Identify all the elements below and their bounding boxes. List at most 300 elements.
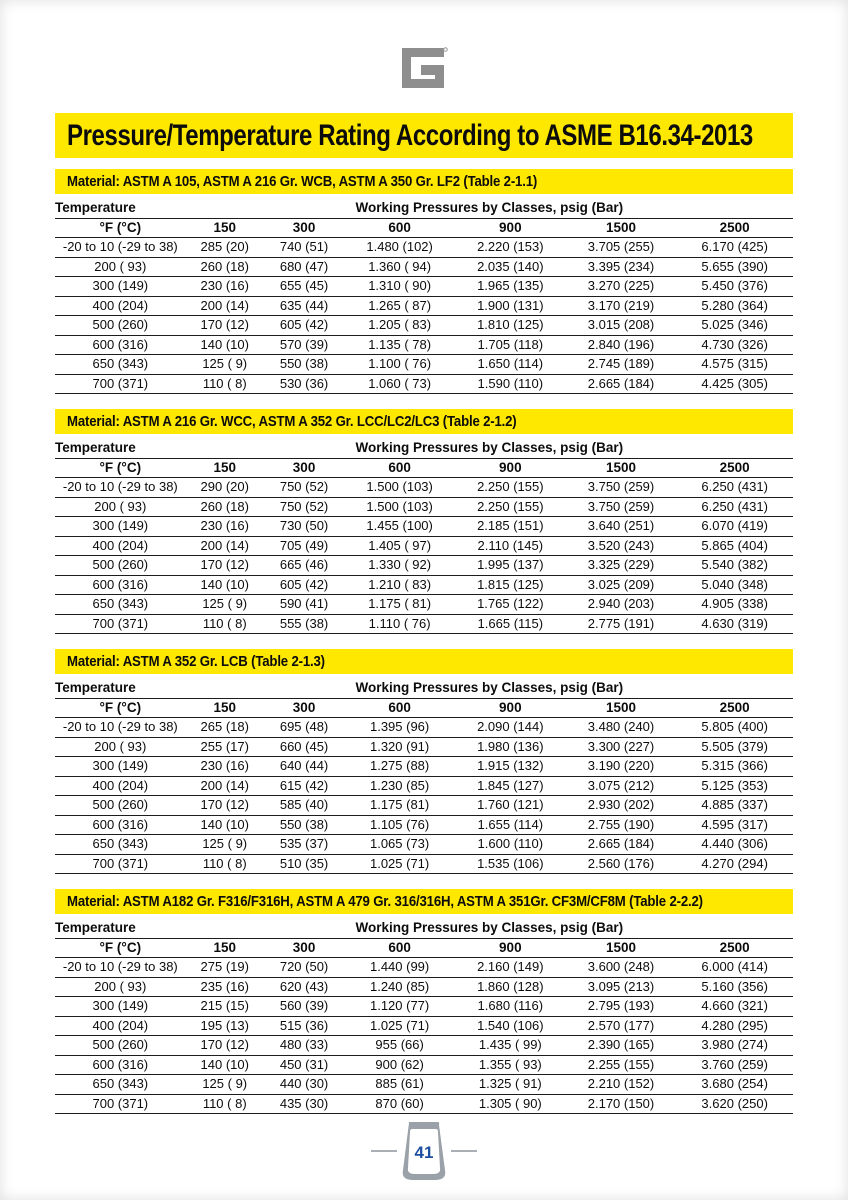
temperature-cell: 650 (343) — [55, 835, 186, 855]
pressure-cell: 3.270 (225) — [566, 277, 677, 297]
temperature-cell: 650 (343) — [55, 595, 186, 615]
class-header-600: 600 — [344, 938, 455, 958]
pressure-cell: 3.600 (248) — [566, 958, 677, 978]
pressure-cell: 620 (43) — [264, 977, 344, 997]
table-group-header-row — [55, 439, 793, 458]
pressure-cell: 3.325 (229) — [566, 556, 677, 576]
table-row — [55, 718, 793, 738]
temperature-cell: 200 ( 93) — [55, 257, 186, 277]
pressure-cell: 4.425 (305) — [676, 374, 793, 394]
pressure-cell: 2.255 (155) — [566, 1055, 677, 1075]
pressure-cell: 200 (14) — [186, 776, 264, 796]
pressure-cell: 2.185 (151) — [455, 517, 566, 537]
class-header-300: 300 — [264, 218, 344, 238]
pressure-cell: 640 (44) — [264, 757, 344, 777]
pressure-cell: 1.845 (127) — [455, 776, 566, 796]
pressure-cell: 1.100 ( 76) — [344, 355, 455, 375]
pressure-cell: 1.760 (121) — [455, 796, 566, 816]
pressure-temperature-table — [55, 679, 793, 874]
temperature-cell: 650 (343) — [55, 1075, 186, 1095]
pressure-cell: 585 (40) — [264, 796, 344, 816]
pressure-cell: 615 (42) — [264, 776, 344, 796]
class-header-1500: 1500 — [566, 218, 677, 238]
page-content — [55, 0, 793, 1114]
class-header-150: 150 — [186, 218, 264, 238]
pressure-cell: 1.405 ( 97) — [344, 536, 455, 556]
temperature-cell: -20 to 10 (-29 to 38) — [55, 958, 186, 978]
table-row — [55, 374, 793, 394]
material-banner-label: Material: ASTM A182 Gr. F316/F316H, ASTM A 479 Gr. 316/316H, ASTM A 351Gr. CF3M/CF8M (Table 2-2.2) — [67, 893, 703, 910]
pressure-cell: 2.110 (145) — [455, 536, 566, 556]
temperature-header: Temperature — [55, 439, 186, 458]
class-header-900: 900 — [455, 458, 566, 478]
pressure-cell: 260 (18) — [186, 257, 264, 277]
pressure-cell: 1.440 (99) — [344, 958, 455, 978]
pressure-cell: 3.300 (227) — [566, 737, 677, 757]
temp-unit-header: °F (°C) — [55, 218, 186, 238]
class-header-300: 300 — [264, 458, 344, 478]
table-row — [55, 796, 793, 816]
pressure-cell: 1.175 (81) — [344, 796, 455, 816]
pressure-cell: 1.535 (106) — [455, 854, 566, 874]
pressure-cell: 1.915 (132) — [455, 757, 566, 777]
pressure-cell: 590 (41) — [264, 595, 344, 615]
pressure-cell: 1.680 (116) — [455, 997, 566, 1017]
page-number: 41 — [414, 1143, 434, 1162]
pressure-cell: 1.500 (103) — [344, 478, 455, 498]
pressure-cell: 110 ( 8) — [186, 374, 264, 394]
pressure-cell: 1.175 ( 81) — [344, 595, 455, 615]
class-header-900: 900 — [455, 698, 566, 718]
temperature-cell: 300 (149) — [55, 517, 186, 537]
pressure-cell: 1.265 ( 87) — [344, 296, 455, 316]
class-header-300: 300 — [264, 938, 344, 958]
material-banner — [55, 169, 793, 194]
brand-logo-icon — [400, 45, 448, 96]
pressure-cell: 4.730 (326) — [676, 335, 793, 355]
table-row — [55, 835, 793, 855]
pressure-cell: 3.640 (251) — [566, 517, 677, 537]
pressure-cell: 3.750 (259) — [566, 497, 677, 517]
pressure-cell: 1.965 (135) — [455, 277, 566, 297]
pressure-cell: 655 (45) — [264, 277, 344, 297]
pressure-cell: 3.170 (219) — [566, 296, 677, 316]
pressure-cell: 560 (39) — [264, 997, 344, 1017]
material-banner-label: Material: ASTM A 105, ASTM A 216 Gr. WCB, ASTM A 350 Gr. LF2 (Table 2-1.1) — [67, 173, 538, 190]
pressure-cell: 635 (44) — [264, 296, 344, 316]
table-row — [55, 575, 793, 595]
pressure-cell: 3.025 (209) — [566, 575, 677, 595]
pressure-cell: 2.220 (153) — [455, 238, 566, 258]
pressure-cell: 4.660 (321) — [676, 997, 793, 1017]
table-row — [55, 556, 793, 576]
temperature-cell: 600 (316) — [55, 575, 186, 595]
pressure-cell: 3.395 (234) — [566, 257, 677, 277]
pressure-cell: 2.745 (189) — [566, 355, 677, 375]
pressure-cell: 1.480 (102) — [344, 238, 455, 258]
pressure-cell: 1.355 ( 93) — [455, 1055, 566, 1075]
pressure-cell: 1.860 (128) — [455, 977, 566, 997]
table-row — [55, 1094, 793, 1114]
pressure-cell: 1.655 (114) — [455, 815, 566, 835]
pressure-cell: 3.980 (274) — [676, 1036, 793, 1056]
pressure-cell: 125 ( 9) — [186, 595, 264, 615]
table-row — [55, 614, 793, 634]
page-title-banner — [55, 113, 793, 158]
pressure-cell: 1.765 (122) — [455, 595, 566, 615]
pressure-cell: 750 (52) — [264, 478, 344, 498]
working-pressures-header: Working Pressures by Classes, psig (Bar) — [186, 439, 793, 458]
temperature-cell: 400 (204) — [55, 1016, 186, 1036]
pressure-cell: 2.665 (184) — [566, 374, 677, 394]
pressure-cell: 555 (38) — [264, 614, 344, 634]
pressure-cell: 1.230 (85) — [344, 776, 455, 796]
class-header-600: 600 — [344, 218, 455, 238]
class-header-1500: 1500 — [566, 458, 677, 478]
temperature-cell: 200 ( 93) — [55, 497, 186, 517]
pressure-cell: 4.280 (295) — [676, 1016, 793, 1036]
pressure-cell: 6.000 (414) — [676, 958, 793, 978]
pressure-cell: 1.325 ( 91) — [455, 1075, 566, 1095]
pressure-cell: 195 (13) — [186, 1016, 264, 1036]
pressure-cell: 170 (12) — [186, 796, 264, 816]
material-banner — [55, 889, 793, 914]
logo-row — [55, 45, 793, 96]
pressure-cell: 480 (33) — [264, 1036, 344, 1056]
class-header-2500: 2500 — [676, 458, 793, 478]
working-pressures-header: Working Pressures by Classes, psig (Bar) — [186, 679, 793, 698]
pressure-cell: 605 (42) — [264, 316, 344, 336]
temperature-cell: -20 to 10 (-29 to 38) — [55, 478, 186, 498]
pressure-cell: 2.210 (152) — [566, 1075, 677, 1095]
pressure-cell: 125 ( 9) — [186, 1075, 264, 1095]
class-header-150: 150 — [186, 698, 264, 718]
table-row — [55, 595, 793, 615]
pressure-cell: 290 (20) — [186, 478, 264, 498]
material-section-4 — [55, 889, 793, 1114]
pressure-cell: 1.210 ( 83) — [344, 575, 455, 595]
pressure-cell: 4.905 (338) — [676, 595, 793, 615]
page-title: Pressure/Temperature Rating According to ASME B16.34-2013 — [67, 118, 753, 152]
pressure-cell: 4.595 (317) — [676, 815, 793, 835]
pressure-cell: 1.500 (103) — [344, 497, 455, 517]
pressure-cell: 530 (36) — [264, 374, 344, 394]
pressure-cell: 535 (37) — [264, 835, 344, 855]
pressure-cell: 1.275 (88) — [344, 757, 455, 777]
pressure-cell: 2.090 (144) — [455, 718, 566, 738]
pressure-cell: 1.065 (73) — [344, 835, 455, 855]
table-row — [55, 478, 793, 498]
temperature-cell: 300 (149) — [55, 757, 186, 777]
pressure-cell: 2.170 (150) — [566, 1094, 677, 1114]
table-row — [55, 1036, 793, 1056]
pressure-cell: 1.025 (71) — [344, 854, 455, 874]
pressure-cell: 125 ( 9) — [186, 835, 264, 855]
pressure-cell: 2.755 (190) — [566, 815, 677, 835]
pressure-cell: 3.760 (259) — [676, 1055, 793, 1075]
pressure-cell: 1.135 ( 78) — [344, 335, 455, 355]
pressure-cell: 275 (19) — [186, 958, 264, 978]
pressure-cell: 230 (16) — [186, 757, 264, 777]
class-header-1500: 1500 — [566, 938, 677, 958]
table-row — [55, 1016, 793, 1036]
pressure-cell: 2.160 (149) — [455, 958, 566, 978]
pressure-cell: 1.810 (125) — [455, 316, 566, 336]
table-row — [55, 958, 793, 978]
pressure-cell: 1.900 (131) — [455, 296, 566, 316]
pressure-cell: 2.930 (202) — [566, 796, 677, 816]
temperature-cell: 500 (260) — [55, 316, 186, 336]
pressure-cell: 1.590 (110) — [455, 374, 566, 394]
pressure-cell: 5.865 (404) — [676, 536, 793, 556]
pressure-cell: 510 (35) — [264, 854, 344, 874]
material-section-2 — [55, 409, 793, 634]
pressure-cell: 730 (50) — [264, 517, 344, 537]
pressure-cell: 2.775 (191) — [566, 614, 677, 634]
class-header-300: 300 — [264, 698, 344, 718]
pressure-cell: 1.310 ( 90) — [344, 277, 455, 297]
material-banner-label: Material: ASTM A 352 Gr. LCB (Table 2-1.3) — [67, 653, 325, 670]
pressure-cell: 5.540 (382) — [676, 556, 793, 576]
pressure-cell: 450 (31) — [264, 1055, 344, 1075]
table-group-header-row — [55, 679, 793, 698]
material-section-3 — [55, 649, 793, 874]
pressure-cell: 1.980 (136) — [455, 737, 566, 757]
table-group-header-row — [55, 199, 793, 218]
table-row — [55, 757, 793, 777]
pressure-cell: 3.190 (220) — [566, 757, 677, 777]
pressure-cell: 435 (30) — [264, 1094, 344, 1114]
pressure-cell: 5.655 (390) — [676, 257, 793, 277]
class-header-2500: 2500 — [676, 698, 793, 718]
pressure-cell: 1.455 (100) — [344, 517, 455, 537]
pressure-cell: 200 (14) — [186, 536, 264, 556]
temperature-header: Temperature — [55, 199, 186, 218]
pressure-cell: 3.750 (259) — [566, 478, 677, 498]
pressure-cell: 170 (12) — [186, 316, 264, 336]
pressure-cell: 2.250 (155) — [455, 478, 566, 498]
pressure-cell: 3.620 (250) — [676, 1094, 793, 1114]
class-header-900: 900 — [455, 218, 566, 238]
pressure-cell: 3.520 (243) — [566, 536, 677, 556]
temperature-cell: 400 (204) — [55, 536, 186, 556]
pressure-cell: 170 (12) — [186, 1036, 264, 1056]
class-header-row — [55, 698, 793, 718]
pressure-cell: 2.560 (176) — [566, 854, 677, 874]
table-row — [55, 815, 793, 835]
temperature-header: Temperature — [55, 679, 186, 698]
pressure-cell: 235 (16) — [186, 977, 264, 997]
table-row — [55, 997, 793, 1017]
pressure-cell: 230 (16) — [186, 517, 264, 537]
pressure-cell: 265 (18) — [186, 718, 264, 738]
table-row — [55, 497, 793, 517]
temperature-header: Temperature — [55, 919, 186, 938]
table-row — [55, 316, 793, 336]
pressure-cell: 6.250 (431) — [676, 478, 793, 498]
temperature-cell: 700 (371) — [55, 1094, 186, 1114]
temperature-cell: 600 (316) — [55, 1055, 186, 1075]
pressure-cell: 3.095 (213) — [566, 977, 677, 997]
pressure-cell: 1.060 ( 73) — [344, 374, 455, 394]
material-section-1 — [55, 169, 793, 394]
pressure-cell: 5.280 (364) — [676, 296, 793, 316]
class-header-2500: 2500 — [676, 218, 793, 238]
pressure-cell: 1.105 (76) — [344, 815, 455, 835]
pressure-cell: 4.630 (319) — [676, 614, 793, 634]
class-header-1500: 1500 — [566, 698, 677, 718]
pressure-cell: 255 (17) — [186, 737, 264, 757]
pressure-temperature-table — [55, 199, 793, 394]
temperature-cell: 600 (316) — [55, 335, 186, 355]
pressure-cell: 1.205 ( 83) — [344, 316, 455, 336]
working-pressures-header: Working Pressures by Classes, psig (Bar) — [186, 199, 793, 218]
pressure-cell: 4.270 (294) — [676, 854, 793, 874]
pressure-cell: 6.070 (419) — [676, 517, 793, 537]
pressure-cell: 140 (10) — [186, 335, 264, 355]
temperature-cell: 200 ( 93) — [55, 737, 186, 757]
class-header-row — [55, 938, 793, 958]
pressure-cell: 5.450 (376) — [676, 277, 793, 297]
table-row — [55, 776, 793, 796]
pressure-cell: 110 ( 8) — [186, 614, 264, 634]
material-banner — [55, 409, 793, 434]
pressure-cell: 1.110 ( 76) — [344, 614, 455, 634]
pressure-cell: 1.600 (110) — [455, 835, 566, 855]
pressure-cell: 720 (50) — [264, 958, 344, 978]
pressure-cell: 215 (15) — [186, 997, 264, 1017]
pressure-cell: 260 (18) — [186, 497, 264, 517]
pressure-cell: 605 (42) — [264, 575, 344, 595]
temperature-cell: 700 (371) — [55, 374, 186, 394]
table-row — [55, 517, 793, 537]
page-marker-wedge-icon — [359, 1122, 489, 1189]
pressure-cell: 665 (46) — [264, 556, 344, 576]
pressure-cell: 5.025 (346) — [676, 316, 793, 336]
pressure-cell: 125 ( 9) — [186, 355, 264, 375]
temp-unit-header: °F (°C) — [55, 458, 186, 478]
pressure-cell: 1.815 (125) — [455, 575, 566, 595]
table-row — [55, 257, 793, 277]
working-pressures-header: Working Pressures by Classes, psig (Bar) — [186, 919, 793, 938]
table-row — [55, 854, 793, 874]
pressure-cell: 200 (14) — [186, 296, 264, 316]
temperature-cell: 500 (260) — [55, 796, 186, 816]
pressure-cell: 1.705 (118) — [455, 335, 566, 355]
pressure-cell: 140 (10) — [186, 815, 264, 835]
temp-unit-header: °F (°C) — [55, 938, 186, 958]
pressure-cell: 2.795 (193) — [566, 997, 677, 1017]
class-header-600: 600 — [344, 698, 455, 718]
pressure-cell: 1.995 (137) — [455, 556, 566, 576]
pressure-cell: 4.440 (306) — [676, 835, 793, 855]
pressure-cell: 2.250 (155) — [455, 497, 566, 517]
temperature-cell: 650 (343) — [55, 355, 186, 375]
pressure-cell: 550 (38) — [264, 815, 344, 835]
class-header-150: 150 — [186, 458, 264, 478]
table-row — [55, 355, 793, 375]
pressure-cell: 5.160 (356) — [676, 977, 793, 997]
pressure-cell: 3.480 (240) — [566, 718, 677, 738]
pressure-cell: 1.120 (77) — [344, 997, 455, 1017]
pressure-temperature-table — [55, 919, 793, 1114]
temperature-cell: 500 (260) — [55, 556, 186, 576]
pressure-cell: 1.435 ( 99) — [455, 1036, 566, 1056]
pressure-cell: 285 (20) — [186, 238, 264, 258]
table-row — [55, 737, 793, 757]
pressure-cell: 110 ( 8) — [186, 1094, 264, 1114]
pressure-cell: 660 (45) — [264, 737, 344, 757]
temperature-cell: 400 (204) — [55, 776, 186, 796]
pressure-cell: 140 (10) — [186, 575, 264, 595]
pressure-cell: 750 (52) — [264, 497, 344, 517]
pressure-cell: 870 (60) — [344, 1094, 455, 1114]
table-row — [55, 1075, 793, 1095]
temperature-cell: -20 to 10 (-29 to 38) — [55, 718, 186, 738]
pressure-temperature-table — [55, 439, 793, 634]
temperature-cell: 400 (204) — [55, 296, 186, 316]
pressure-cell: 5.505 (379) — [676, 737, 793, 757]
pressure-cell: 3.075 (212) — [566, 776, 677, 796]
table-row — [55, 977, 793, 997]
temperature-cell: 700 (371) — [55, 854, 186, 874]
class-header-row — [55, 458, 793, 478]
table-row — [55, 277, 793, 297]
pressure-cell: 5.040 (348) — [676, 575, 793, 595]
pressure-cell: 2.035 (140) — [455, 257, 566, 277]
table-row — [55, 296, 793, 316]
pressure-cell: 6.170 (425) — [676, 238, 793, 258]
pressure-cell: 1.025 (71) — [344, 1016, 455, 1036]
pressure-cell: 5.805 (400) — [676, 718, 793, 738]
table-row — [55, 1055, 793, 1075]
class-header-150: 150 — [186, 938, 264, 958]
temperature-cell: 300 (149) — [55, 277, 186, 297]
page-footer — [0, 1122, 848, 1189]
pressure-cell: 5.125 (353) — [676, 776, 793, 796]
table-row — [55, 536, 793, 556]
pressure-cell: 1.650 (114) — [455, 355, 566, 375]
pressure-cell: 740 (51) — [264, 238, 344, 258]
pressure-cell: 955 (66) — [344, 1036, 455, 1056]
pressure-cell: 1.240 (85) — [344, 977, 455, 997]
material-banner-label: Material: ASTM A 216 Gr. WCC, ASTM A 352 Gr. LCC/LC2/LC3 (Table 2-1.2) — [67, 413, 517, 430]
temp-unit-header: °F (°C) — [55, 698, 186, 718]
pressure-cell: 2.570 (177) — [566, 1016, 677, 1036]
pressure-cell: 110 ( 8) — [186, 854, 264, 874]
pressure-cell: 1.320 (91) — [344, 737, 455, 757]
table-row — [55, 335, 793, 355]
temperature-cell: 300 (149) — [55, 997, 186, 1017]
pressure-cell: 3.680 (254) — [676, 1075, 793, 1095]
pressure-cell: 170 (12) — [186, 556, 264, 576]
pressure-cell: 1.395 (96) — [344, 718, 455, 738]
pressure-cell: 885 (61) — [344, 1075, 455, 1095]
material-banner — [55, 649, 793, 674]
pressure-cell: 1.330 ( 92) — [344, 556, 455, 576]
class-header-row — [55, 218, 793, 238]
pressure-cell: 6.250 (431) — [676, 497, 793, 517]
pressure-cell: 2.390 (165) — [566, 1036, 677, 1056]
temperature-cell: 600 (316) — [55, 815, 186, 835]
temperature-cell: 700 (371) — [55, 614, 186, 634]
temperature-cell: -20 to 10 (-29 to 38) — [55, 238, 186, 258]
class-header-2500: 2500 — [676, 938, 793, 958]
pressure-cell: 705 (49) — [264, 536, 344, 556]
pressure-cell: 570 (39) — [264, 335, 344, 355]
temperature-cell: 500 (260) — [55, 1036, 186, 1056]
pressure-cell: 4.575 (315) — [676, 355, 793, 375]
